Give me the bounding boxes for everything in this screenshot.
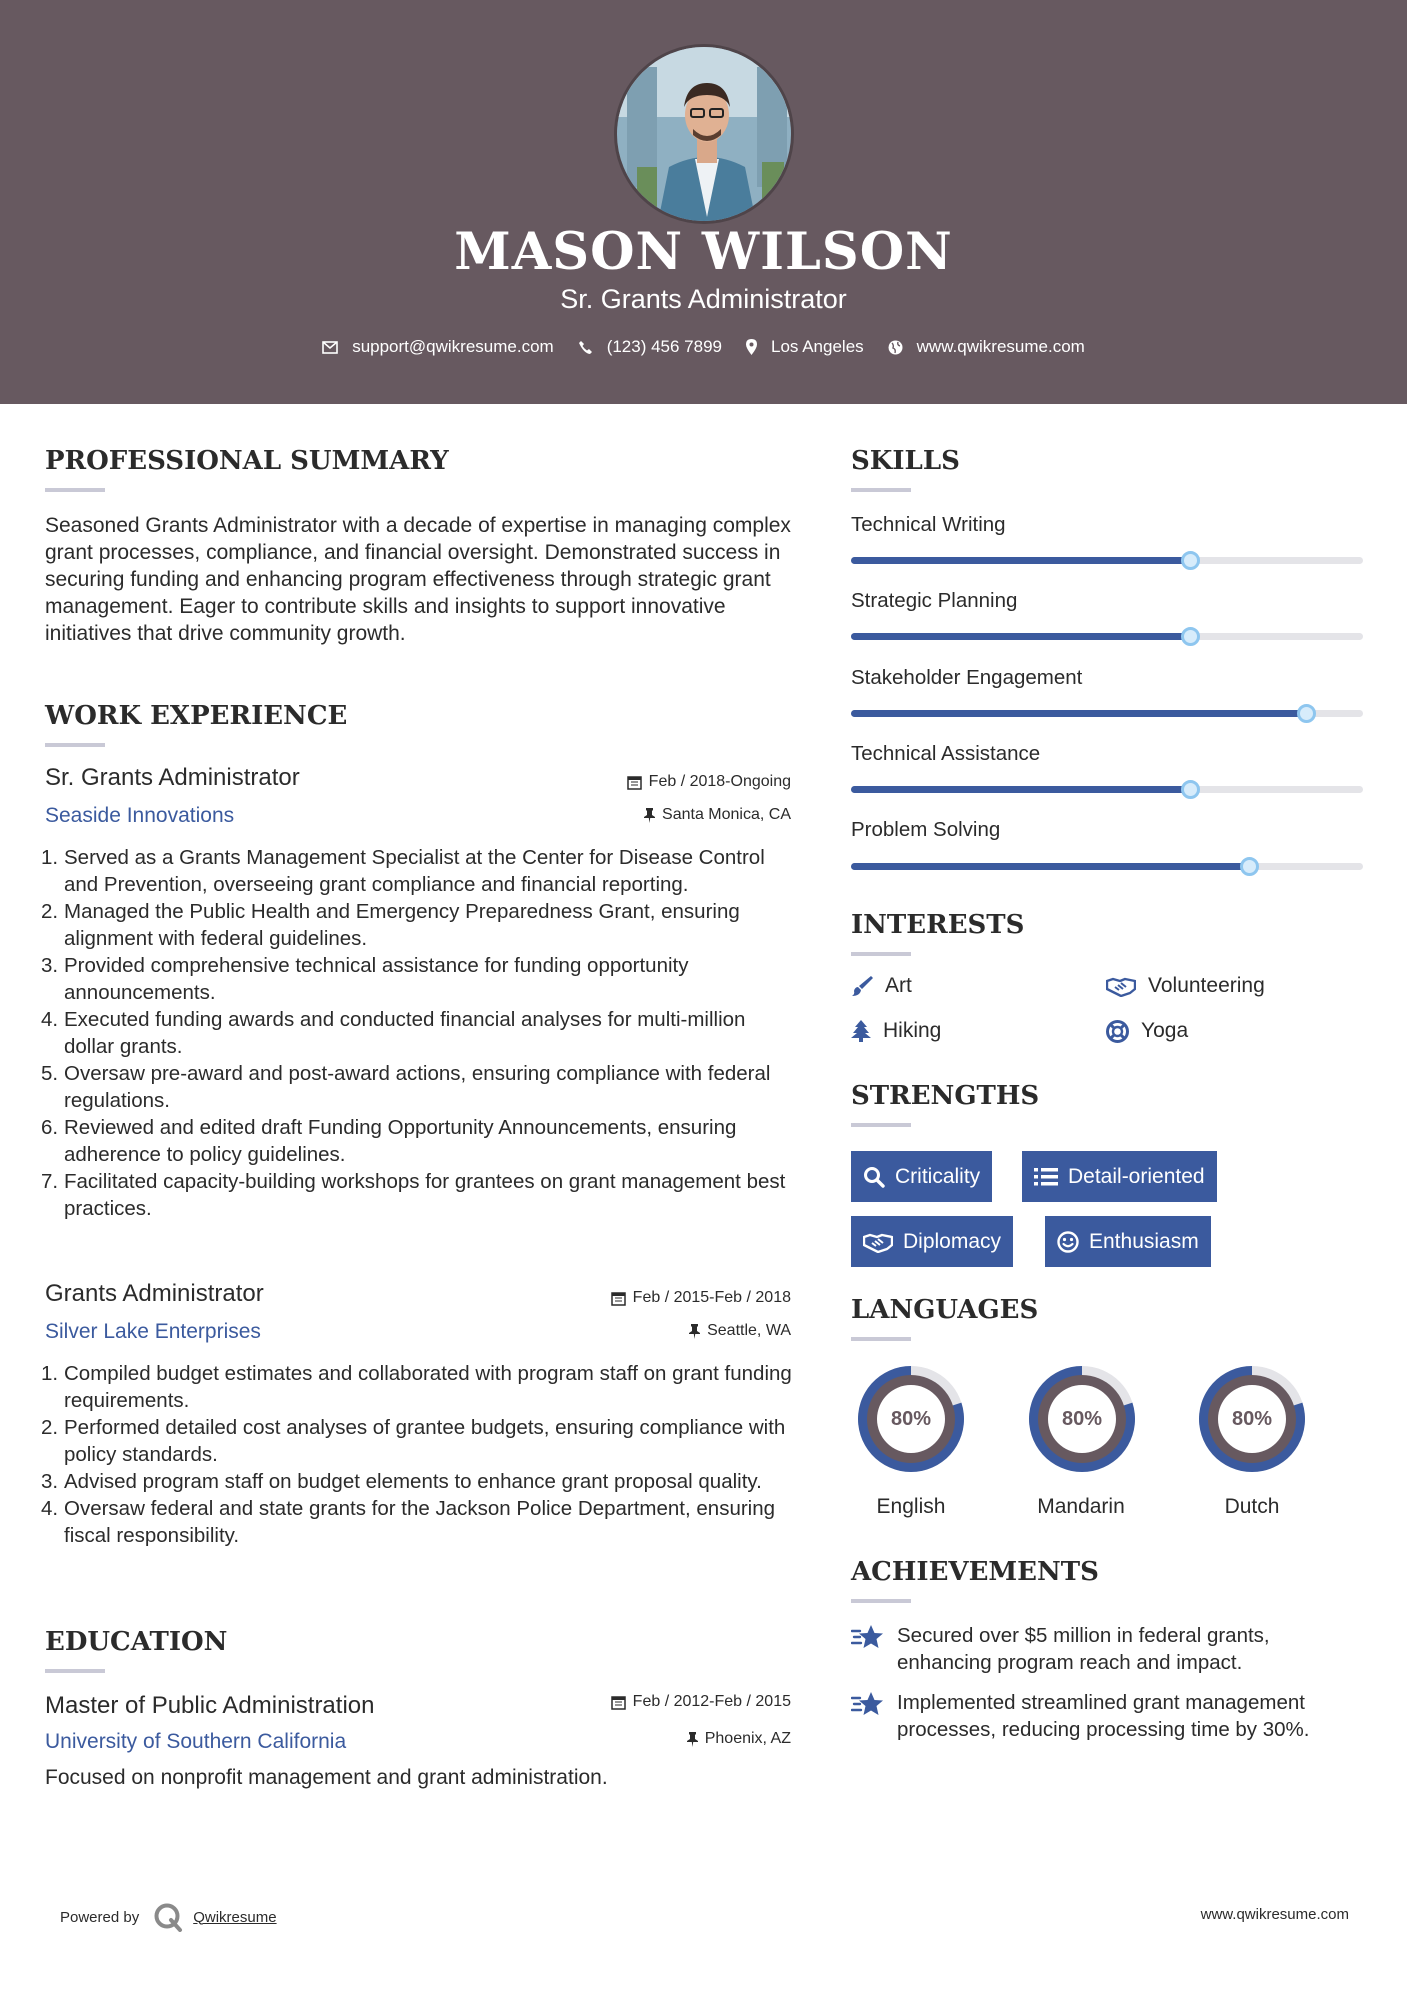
handshake-icon xyxy=(1106,975,1136,997)
handshake-icon xyxy=(863,1231,893,1253)
thumbtack-icon xyxy=(689,1324,700,1339)
skill-label: Strategic Planning xyxy=(851,589,1018,612)
skill-bar-fill xyxy=(851,633,1191,640)
experience-underline xyxy=(45,743,105,747)
skill-bar xyxy=(851,710,1363,717)
interests-title: INTERESTS xyxy=(851,910,1025,940)
education-underline xyxy=(45,1669,105,1673)
education-description: Focused on nonprofit management and grant administration. xyxy=(45,1766,608,1789)
education-dates xyxy=(611,1693,791,1711)
language-name: Dutch xyxy=(1224,1495,1280,1518)
strength-label: Detail-oriented xyxy=(1068,1164,1205,1188)
list-item: 4. Executed funding awards and conducted financial analyses for multi-million dollar grants. xyxy=(41,1008,746,1058)
company-name: Silver Lake Enterprises xyxy=(45,1320,261,1343)
strength-label: Diplomacy xyxy=(903,1229,1002,1253)
language-name: English xyxy=(876,1495,946,1518)
skill-bar-knob xyxy=(1240,857,1259,876)
list-item: 6. Reviewed and edited draft Funding Opportunity Announcements, ensuring adherence to policy guidelines. xyxy=(41,1116,737,1166)
job-location xyxy=(689,1322,791,1340)
achievement-item xyxy=(851,1622,1321,1676)
experience-title: WORK EXPERIENCE xyxy=(45,701,348,731)
achievement-item xyxy=(851,1689,1321,1743)
skills-title: SKILLS xyxy=(851,446,960,476)
strengths-underline xyxy=(851,1123,911,1127)
interest-label: Art xyxy=(885,974,912,997)
interest-label: Volunteering xyxy=(1148,974,1265,997)
contact-bar xyxy=(0,337,1407,357)
contact-email-text: support@qwikresume.com xyxy=(352,337,554,356)
skill-bar-knob xyxy=(1297,704,1316,723)
search-icon xyxy=(863,1166,885,1188)
summary-underline xyxy=(45,488,105,492)
strength-chip xyxy=(1022,1151,1217,1202)
smile-icon xyxy=(1057,1231,1079,1253)
contact-website[interactable] xyxy=(888,337,1085,357)
job-title: Grants Administrator xyxy=(45,1280,264,1307)
list-icon xyxy=(1034,1167,1058,1187)
list-item: 1. Compiled budget estimates and collaborated with program staff on grant funding requirements. xyxy=(41,1362,792,1412)
achievement-text: Implemented streamlined grant management processes, reducing processing time by 30%. xyxy=(897,1691,1310,1741)
job-title: Sr. Grants Administrator xyxy=(45,764,300,791)
paintbrush-icon xyxy=(851,975,873,997)
contact-location-text: Los Angeles xyxy=(771,337,864,356)
company-name: Seaside Innovations xyxy=(45,804,235,827)
skill-bar xyxy=(851,863,1363,870)
job-dates xyxy=(627,773,791,791)
languages-title: LANGUAGES xyxy=(851,1295,1039,1325)
contact-email[interactable] xyxy=(322,337,554,357)
interests-underline xyxy=(851,952,911,956)
education-location xyxy=(687,1730,791,1748)
strengths-title: STRENGTHS xyxy=(851,1081,1040,1111)
skill-label: Technical Assistance xyxy=(851,742,1041,765)
thumbtack-icon xyxy=(644,808,655,823)
tree-icon xyxy=(851,1020,871,1042)
list-item: 1. Served as a Grants Management Specialist at the Center for Disease Control and Prevention, overseeing grant compliance and financial reporting. xyxy=(41,846,765,896)
candidate-role: Sr. Grants Administrator xyxy=(560,284,847,314)
skill-bar xyxy=(851,786,1363,793)
interest-label: Yoga xyxy=(1141,1019,1189,1042)
contact-location xyxy=(746,337,864,357)
language-percent: 80% xyxy=(1231,1407,1273,1430)
globe-icon xyxy=(888,340,903,355)
skill-bar-fill xyxy=(851,863,1250,870)
list-item: 4. Oversaw federal and state grants for the Jackson Police Department, ensuring fiscal responsibility. xyxy=(41,1497,776,1547)
interest-label: Hiking xyxy=(883,1019,942,1042)
degree-title: Master of Public Administration xyxy=(45,1692,375,1719)
skill-label: Problem Solving xyxy=(851,818,1001,841)
school-name: University of Southern California xyxy=(45,1730,347,1753)
skill-label: Stakeholder Engagement xyxy=(851,666,1083,689)
interest-item xyxy=(851,974,912,998)
achievements-underline xyxy=(851,1599,911,1603)
phone-icon xyxy=(578,340,593,355)
skill-bar-knob xyxy=(1181,627,1200,646)
resume-header xyxy=(0,0,1407,404)
job-location xyxy=(644,806,791,824)
strength-chip xyxy=(851,1151,992,1202)
list-item: 2. Performed detailed cost analyses of grantee budgets, ensuring compliance with policy standards. xyxy=(41,1416,786,1466)
skill-bar-fill xyxy=(851,557,1191,564)
contact-phone[interactable] xyxy=(578,337,722,357)
candidate-name: MASON WILSON xyxy=(454,222,953,282)
life-ring-icon xyxy=(1106,1020,1129,1043)
list-item: 3. Advised program staff on budget elements to enhance grant proposal quality. xyxy=(41,1470,762,1493)
language-ring xyxy=(1191,1358,1313,1480)
skill-bar-fill xyxy=(851,786,1191,793)
star-icon xyxy=(851,1623,885,1651)
language-ring xyxy=(850,1358,972,1480)
profile-photo xyxy=(614,44,794,224)
calendar-icon xyxy=(627,775,642,790)
education-location-text: Phoenix, AZ xyxy=(704,1730,791,1747)
language-percent: 80% xyxy=(890,1407,932,1430)
job-dates-text: Feb / 2015-Feb / 2018 xyxy=(632,1289,791,1306)
language-percent: 80% xyxy=(1061,1407,1103,1430)
job-dates xyxy=(611,1289,791,1307)
skill-bar-knob xyxy=(1181,780,1200,799)
skill-bar-knob xyxy=(1181,551,1200,570)
map-marker-icon xyxy=(746,339,757,355)
list-item: 2. Managed the Public Health and Emergency Preparedness Grant, ensuring alignment with federal guidelines. xyxy=(41,900,740,950)
summary-text: Seasoned Grants Administrator with a decade of expertise in managing complex grant processes, compliance, and financial oversight. Demonstrated success in securing funding and enhancing program effectiveness through strategic grant management. Eager to contribute skills and insights to support innovative initiatives that drive community growth. xyxy=(45,514,791,645)
job-location-text: Seattle, WA xyxy=(707,1322,791,1339)
list-item: 3. Provided comprehensive technical assistance for funding opportunity announcements. xyxy=(41,954,689,1004)
interest-item xyxy=(1106,1019,1188,1043)
calendar-icon xyxy=(611,1291,626,1306)
strength-label: Enthusiasm xyxy=(1089,1229,1199,1253)
skill-bar xyxy=(851,557,1363,564)
summary-title: PROFESSIONAL SUMMARY xyxy=(45,446,449,476)
thumbtack-icon xyxy=(687,1732,698,1747)
skill-bar xyxy=(851,633,1363,640)
strength-chip xyxy=(851,1216,1013,1267)
skill-label: Technical Writing xyxy=(851,513,1006,536)
interest-item xyxy=(1106,974,1265,998)
envelope-icon xyxy=(322,341,338,354)
interest-item xyxy=(851,1019,941,1043)
job-duties-list xyxy=(41,1360,795,1549)
footer-website-link[interactable]: www.qwikresume.com xyxy=(1200,1906,1349,1923)
powered-by-label: Powered by xyxy=(60,1908,140,1926)
star-icon xyxy=(851,1690,885,1718)
language-name: Mandarin xyxy=(1037,1495,1125,1518)
strength-chip xyxy=(1045,1216,1211,1267)
contact-phone-text: (123) 456 7899 xyxy=(606,337,723,356)
education-title: EDUCATION xyxy=(45,1627,228,1657)
languages-underline xyxy=(851,1337,911,1341)
contact-website-text: www.qwikresume.com xyxy=(916,337,1085,356)
education-dates-text: Feb / 2012-Feb / 2015 xyxy=(632,1693,791,1710)
skills-underline xyxy=(851,488,911,492)
footer-powered-by xyxy=(60,1902,277,1932)
job-location-text: Santa Monica, CA xyxy=(662,806,791,823)
job-duties-list xyxy=(41,844,795,1222)
skill-bar-fill xyxy=(851,710,1307,717)
calendar-icon xyxy=(611,1695,626,1710)
achievements-title: ACHIEVEMENTS xyxy=(851,1557,1099,1587)
qwikresume-link[interactable]: Qwikresume xyxy=(193,1908,277,1926)
list-item: 5. Oversaw pre-award and post-award actions, ensuring compliance with federal regulations. xyxy=(41,1062,771,1112)
list-item: 7. Facilitated capacity-building workshops for grantees on grant management best practices. xyxy=(41,1170,786,1220)
qwikresume-logo-icon xyxy=(153,1902,183,1932)
achievement-text: Secured over $5 million in federal grants, enhancing program reach and impact. xyxy=(897,1624,1270,1674)
language-ring xyxy=(1021,1358,1143,1480)
job-dates-text: Feb / 2018-Ongoing xyxy=(648,773,791,790)
strength-label: Criticality xyxy=(895,1164,981,1188)
